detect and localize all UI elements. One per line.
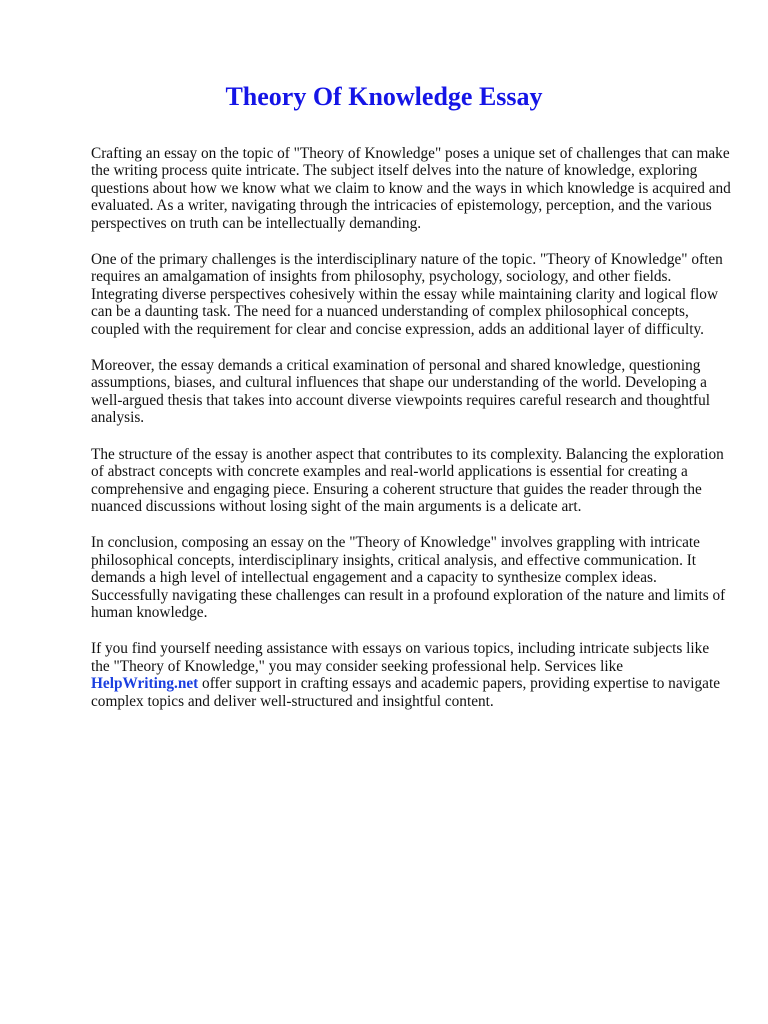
paragraph-structure: The structure of the essay is another aspect that contributes to its complexity. Balancing the exploration of abstract concepts with concrete examples and real-world applications is essential for creating a comprehensive and engaging piece. Ensuring a coherent structure that guides the reader through the nuanced discussions without losing sight of the main arguments is a delicate art. xyxy=(91,445,724,515)
helpwriting-link[interactable]: HelpWriting.net xyxy=(91,675,199,693)
paragraph-conclusion: In conclusion, composing an essay on the "Theory of Knowledge" involves grappling with intricate philosophical concepts, interdisciplinary insights, critical analysis, and effective communication. It demands a high level of intellectual engagement and a capacity to synthesize complex ideas. Successfully navigating these challenges can result in a profound exploration of the nature and limits of human knowledge. xyxy=(91,534,726,621)
paragraph-interdisciplinary: One of the primary challenges is the interdisciplinary nature of the topic. "Theory of Knowledge" often requires an amalgamation of insights from philosophy, psychology, sociology, and other fields. Integrating diverse perspectives cohesively within the essay while maintaining clarity and logical flow can be a daunting task. The need for a nuanced understanding of complex philosophical concepts, coupled with the requirement for clear and concise expression, adds an additional layer of difficulty. xyxy=(91,251,723,338)
page-title: Theory Of Knowledge Essay xyxy=(225,82,543,111)
essay-body xyxy=(91,145,731,729)
assistance-text-before-link: If you find yourself needing assistance with essays on various topics, including intricate subjects like the "Theory of Knowledge," you may consider seeking professional help. Services like xyxy=(91,640,710,675)
assistance-text-after-link: offer support in crafting essays and academic papers, providing expertise to navigate complex topics and deliver well-structured and insightful content. xyxy=(91,675,720,710)
paragraph-assistance xyxy=(91,640,731,710)
paragraph-critical-examination: Moreover, the essay demands a critical examination of personal and shared knowledge, questioning assumptions, biases, and cultural influences that shape our understanding of the world. Developing a well-argued thesis that takes into account diverse viewpoints requires careful research and thoughtful analysis. xyxy=(91,357,711,427)
paragraph-intro: Crafting an essay on the topic of "Theory of Knowledge" poses a unique set of challenges that can make the writing process quite intricate. The subject itself delves into the nature of knowledge, exploring questions about how we know what we claim to know and the ways in which knowledge is acquired and evaluated. As a writer, navigating through the intricacies of epistemology, perception, and the various perspectives on truth can be intellectually demanding. xyxy=(91,145,731,232)
